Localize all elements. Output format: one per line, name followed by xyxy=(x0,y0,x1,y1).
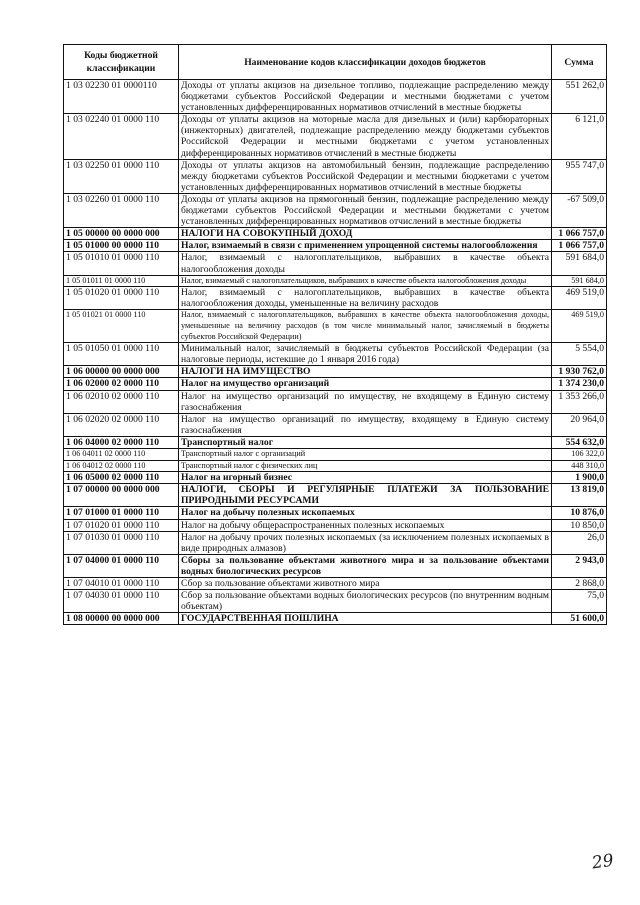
table-row xyxy=(64,343,607,366)
row-sum: 5 554,0 xyxy=(552,343,607,366)
row-code: 1 06 04000 02 0000 110 xyxy=(64,436,179,448)
row-sum: 13 819,0 xyxy=(552,484,607,507)
row-code: 1 03 02260 01 0000 110 xyxy=(64,193,179,227)
table-row xyxy=(64,193,607,227)
row-sum: 2 868,0 xyxy=(552,578,607,590)
row-sum: 106 322,0 xyxy=(552,449,607,461)
row-code: 1 07 04030 01 0000 110 xyxy=(64,590,179,613)
row-sum: 6 121,0 xyxy=(552,114,607,159)
row-code: 1 05 00000 00 0000 000 xyxy=(64,228,179,240)
table-row xyxy=(64,460,607,472)
row-name: Налог на имущество организаций xyxy=(179,378,552,390)
row-sum: 75,0 xyxy=(552,590,607,613)
row-code: 1 07 01030 01 0000 110 xyxy=(64,531,179,554)
row-code: 1 05 01011 01 0000 110 xyxy=(64,275,179,287)
row-name: Сборы за пользование объектами животного мира и за пользование объектами водных биологических ресурсов xyxy=(179,554,552,577)
row-code: 1 06 02020 02 0000 110 xyxy=(64,413,179,436)
row-name: Минимальный налог, зачисляемый в бюджеты субъектов Российской Федерации (за налоговые периоды, истекшие до 1 января 2016 года) xyxy=(179,343,552,366)
row-sum: 1 930 762,0 xyxy=(552,366,607,378)
row-name: НАЛОГИ НА СОВОКУПНЫЙ ДОХОД xyxy=(179,228,552,240)
row-code: 1 07 04010 01 0000 110 xyxy=(64,578,179,590)
row-sum: 10 850,0 xyxy=(552,519,607,531)
row-name: НАЛОГИ, СБОРЫ И РЕГУЛЯРНЫЕ ПЛАТЕЖИ ЗА ПОЛЬЗОВАНИЕ ПРИРОДНЫМИ РЕСУРСАМИ xyxy=(179,484,552,507)
table-row xyxy=(64,390,607,413)
revenue-classification-table xyxy=(63,44,607,625)
header-sum: Сумма xyxy=(552,45,607,80)
row-sum: 551 262,0 xyxy=(552,80,607,114)
row-name: Доходы от уплаты акцизов на дизельное топливо, подлежащие распределению между бюджетами субъектов Российской Федерации и местными бюджетами с учетом установленных дифференцированных нормативов отчислений в местные бюджеты xyxy=(179,80,552,114)
row-name: Налог, взимаемый в связи с применением упрощенной системы налогообложения xyxy=(179,240,552,252)
table-row xyxy=(64,159,607,193)
table-row xyxy=(64,531,607,554)
table-row xyxy=(64,590,607,613)
row-code: 1 05 01020 01 0000 110 xyxy=(64,287,179,310)
row-name: Налог на добычу прочих полезных ископаемых (за исключением полезных ископаемых в виде природных алмазов) xyxy=(179,531,552,554)
row-code: 1 06 04012 02 0000 110 xyxy=(64,460,179,472)
table-header-row xyxy=(64,45,607,80)
row-code: 1 07 04000 01 0000 110 xyxy=(64,554,179,577)
table-row xyxy=(64,613,607,625)
table-row xyxy=(64,240,607,252)
row-name: Транспортный налог с физических лиц xyxy=(179,460,552,472)
row-code: 1 03 02230 01 0000110 xyxy=(64,80,179,114)
row-name: ГОСУДАРСТВЕННАЯ ПОШЛИНА xyxy=(179,613,552,625)
row-sum: 1 353 266,0 xyxy=(552,390,607,413)
row-name: НАЛОГИ НА ИМУЩЕСТВО xyxy=(179,366,552,378)
row-name: Налог, взимаемый с налогоплательщиков, выбравших в качестве объекта налогообложения доходы xyxy=(179,252,552,275)
row-code: 1 07 01020 01 0000 110 xyxy=(64,519,179,531)
row-sum: 591 684,0 xyxy=(552,252,607,275)
table-row xyxy=(64,275,607,287)
row-code: 1 05 01000 00 0000 110 xyxy=(64,240,179,252)
table-row xyxy=(64,507,607,519)
row-name: Налог на добычу общераспространенных полезных ископаемых xyxy=(179,519,552,531)
table-row xyxy=(64,378,607,390)
row-name: Доходы от уплаты акцизов на моторные масла для дизельных и (или) карбюраторных (инжекторных) двигателей, подлежащие распределению между бюджетами субъектов Российской Федерации и местными бюджетами с учетом установленных дифференцированных нормативов отчислений в местные бюджеты xyxy=(179,114,552,159)
row-sum: 469 519,0 xyxy=(552,310,607,343)
header-name: Наименование кодов классификации доходов бюджетов xyxy=(179,45,552,80)
row-code: 1 06 00000 00 0000 000 xyxy=(64,366,179,378)
row-sum: 51 600,0 xyxy=(552,613,607,625)
row-name: Доходы от уплаты акцизов на автомобильный бензин, подлежащие распределению между бюджетами субъектов Российской Федерации и местными бюджетами с учетом установленных дифференцированных нормативов отчислений в местные бюджеты xyxy=(179,159,552,193)
row-name: Доходы от уплаты акцизов на прямогонный бензин, подлежащие распределению между бюджетами субъектов Российской Федерации и местными бюджетами с учетом установленных дифференцированных нормативов отчислений в местные бюджеты xyxy=(179,193,552,227)
row-sum: 554 632,0 xyxy=(552,436,607,448)
table-row xyxy=(64,578,607,590)
row-sum: 1 374 230,0 xyxy=(552,378,607,390)
row-name: Налог, взимаемый с налогоплательщиков, выбравших в качестве объекта налогообложения доходы, уменьшенные на величину расходов xyxy=(179,287,552,310)
table-row xyxy=(64,252,607,275)
table-row xyxy=(64,554,607,577)
row-name: Налог на имущество организаций по имуществу, не входящему в Единую систему газоснабжения xyxy=(179,390,552,413)
row-code: 1 06 04011 02 0000 110 xyxy=(64,449,179,461)
table-row xyxy=(64,484,607,507)
row-sum: 1 066 757,0 xyxy=(552,228,607,240)
row-name: Налог на добычу полезных ископаемых xyxy=(179,507,552,519)
header-code: Коды бюджетной классификации xyxy=(64,45,179,80)
row-code: 1 06 02010 02 0000 110 xyxy=(64,390,179,413)
row-code: 1 03 02250 01 0000 110 xyxy=(64,159,179,193)
table-body xyxy=(64,80,607,625)
row-code: 1 06 05000 02 0000 110 xyxy=(64,472,179,484)
row-sum: 448 310,0 xyxy=(552,460,607,472)
row-name: Налог на игорный бизнес xyxy=(179,472,552,484)
row-sum: 20 964,0 xyxy=(552,413,607,436)
page-number: 29 xyxy=(590,850,615,874)
row-code: 1 05 01050 01 0000 110 xyxy=(64,343,179,366)
table-row xyxy=(64,114,607,159)
row-code: 1 06 02000 02 0000 110 xyxy=(64,378,179,390)
row-sum: 26,0 xyxy=(552,531,607,554)
row-sum: 955 747,0 xyxy=(552,159,607,193)
row-sum: 1 900,0 xyxy=(552,472,607,484)
table-row xyxy=(64,228,607,240)
row-sum: -67 509,0 xyxy=(552,193,607,227)
table-row xyxy=(64,449,607,461)
row-code: 1 07 00000 00 0000 000 xyxy=(64,484,179,507)
table-row xyxy=(64,413,607,436)
row-code: 1 03 02240 01 0000 110 xyxy=(64,114,179,159)
row-code: 1 07 01000 01 0000 110 xyxy=(64,507,179,519)
row-name: Налог, взимаемый с налогоплательщиков, выбравших в качестве объекта налогообложения доходы, уменьшенные на величину расходов (в том числе минимальный налог, зачисляемый в бюджеты субъектов Российской Федерации) xyxy=(179,310,552,343)
row-sum: 10 876,0 xyxy=(552,507,607,519)
table-row xyxy=(64,287,607,310)
row-name: Налог, взимаемый с налогоплательщиков, выбравших в качестве объекта налогообложения доходы xyxy=(179,275,552,287)
row-name: Сбор за пользование объектами водных биологических ресурсов (по внутренним водным объектам) xyxy=(179,590,552,613)
table-row xyxy=(64,80,607,114)
table-row xyxy=(64,310,607,343)
row-sum: 2 943,0 xyxy=(552,554,607,577)
table-row xyxy=(64,366,607,378)
row-code: 1 05 01010 01 0000 110 xyxy=(64,252,179,275)
row-code: 1 08 00000 00 0000 000 xyxy=(64,613,179,625)
row-sum: 1 066 757,0 xyxy=(552,240,607,252)
row-sum: 469 519,0 xyxy=(552,287,607,310)
row-name: Налог на имущество организаций по имуществу, входящему в Единую систему газоснабжения xyxy=(179,413,552,436)
row-code: 1 05 01021 01 0000 110 xyxy=(64,310,179,343)
table-row xyxy=(64,472,607,484)
row-name: Транспортный налог xyxy=(179,436,552,448)
row-sum: 591 684,0 xyxy=(552,275,607,287)
row-name: Сбор за пользование объектами животного мира xyxy=(179,578,552,590)
row-name: Транспортный налог с организаций xyxy=(179,449,552,461)
table-row xyxy=(64,519,607,531)
table-row xyxy=(64,436,607,448)
